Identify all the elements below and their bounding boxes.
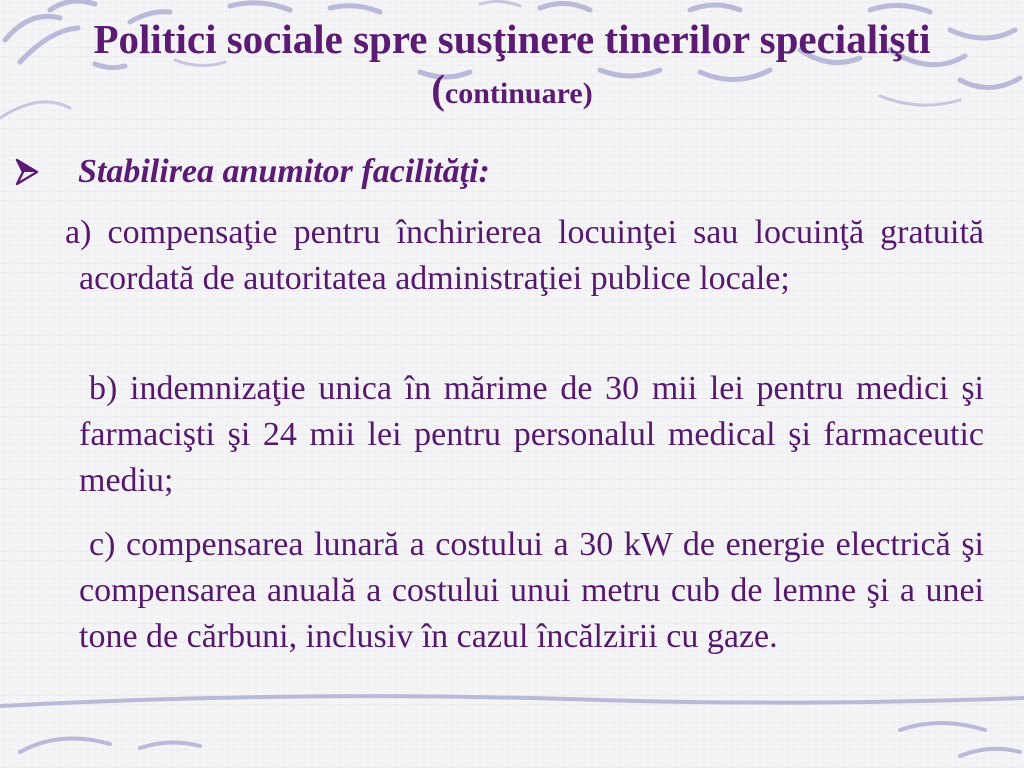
paragraph-a: a) compensaţie pentru închirierea locuinţei sau locuinţă gratuită acordată de autoritatea administraţiei publice locale;	[65, 214, 984, 297]
paragraph-b: b) indemnizaţie unica în mărime de 30 mii lei pentru medici şi farmacişti şi 24 mii lei pentru personalul medical şi farmaceutic mediu;	[79, 370, 984, 499]
bullet-heading	[14, 152, 490, 192]
slide-title	[40, 14, 984, 119]
arrowhead-bullet-icon	[14, 154, 40, 190]
title-close-paren: )	[582, 77, 593, 110]
paragraph-c: c) compensarea lunară a costului a 30 kW de energie electrică şi compensarea anuală a costului unui metru cub de lemne şi a unei tone de cărbuni, inclusiv în cazul încălzirii cu gaze.	[79, 526, 984, 655]
bullet-heading-text: Stabilirea anumitor facilităţi:	[78, 153, 490, 190]
title-main: Politici sociale spre susţinere tinerilor specialişti (	[93, 16, 931, 112]
title-continuation: continuare	[444, 77, 583, 110]
